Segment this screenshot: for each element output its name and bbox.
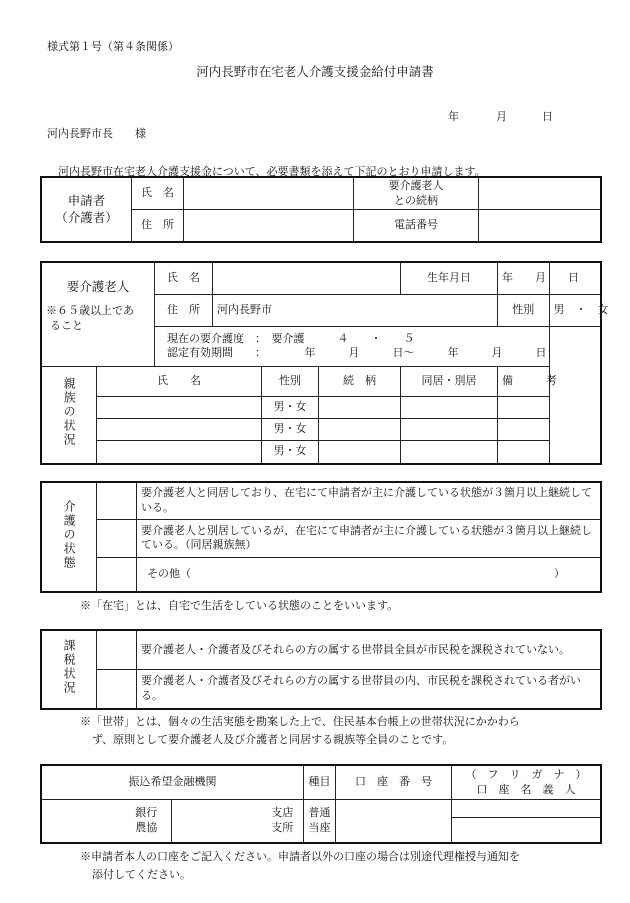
elder-address-field[interactable]: 河内長野市 — [213, 295, 498, 327]
form-title: 河内長野市在宅老人介護支援金給付申請書 — [196, 64, 434, 79]
bank-kind: 銀行 農協 — [122, 800, 172, 843]
family-section-label: 親族の状況 — [42, 366, 97, 463]
care-level-block — [155, 327, 550, 367]
tax-status-note-line1: ※「世帯」とは、個々の生活実態を勘案した上で、住民基本台帳上の世帯状況にかかわら — [80, 715, 520, 728]
tax-status-note-line2: ず、原則として要介護老人及び介護者と同居する親族等全員のことです。 — [92, 733, 454, 746]
family-name-field[interactable] — [97, 418, 262, 440]
bank-account-no-label: 口 座 番 号 — [336, 766, 452, 800]
date-year-label: 年 — [448, 110, 459, 123]
applicant-table — [41, 177, 601, 242]
family-header-relation: 続 柄 — [319, 366, 401, 396]
dob-label: 生年月日 — [401, 263, 498, 295]
tax-status-table — [41, 630, 601, 709]
branch-name-field[interactable] — [172, 800, 262, 843]
elder-address-label: 住 所 — [155, 295, 213, 327]
applicant-address-field[interactable] — [184, 210, 354, 242]
cert-period[interactable]: 認定有効期間 ： 年 月 日～ 年 月 日 — [167, 346, 547, 360]
date-day-label: 日 — [542, 110, 553, 123]
table-row — [42, 396, 601, 418]
applicant-name-field[interactable] — [184, 178, 354, 210]
family-remarks-field[interactable] — [498, 396, 550, 418]
care-status-option-other[interactable]: その他（ ） — [137, 557, 601, 591]
date-month-label: 月 — [496, 110, 507, 123]
family-relation-field[interactable] — [319, 396, 401, 418]
intro-text: 河内長野市在宅老人介護支援金について、必要書類を添えて下記のとおり申請します。 — [58, 165, 486, 178]
relation-label: 要介護老人 との続柄 — [354, 178, 479, 210]
tax-status-checkbox-1[interactable] — [97, 631, 137, 670]
care-status-option-1: 要介護老人と同居しており、在宅にて申請者が主に介護している状態が３箇月以上継続している。 — [137, 483, 601, 520]
account-holder-kana-field[interactable] — [452, 800, 600, 818]
care-status-section-label: 介護の状態 — [42, 483, 97, 592]
bank-institution-label: 振込希望金融機関 — [42, 766, 304, 800]
family-sex-field[interactable]: 男・女 — [262, 418, 319, 440]
account-number-field[interactable] — [336, 800, 452, 843]
family-name-field[interactable] — [97, 440, 262, 463]
account-holder-field[interactable] — [452, 800, 601, 843]
bank-note-line1: ※申請者本人の口座をご記入ください。申請者以外の口座の場合は別途代理権授与通知を — [80, 850, 520, 863]
family-name-field[interactable] — [97, 396, 262, 418]
elder-name-label: 氏 名 — [155, 263, 213, 295]
family-living-field[interactable] — [401, 418, 498, 440]
elder-table — [41, 262, 609, 464]
applicant-label: 申請者 （介護者） — [42, 178, 132, 242]
care-status-option-2: 要介護老人と別居しているが、在宅にて申請者が主に介護している状態が３箇月以上継続している。（同居親族無） — [137, 520, 601, 557]
tax-status-checkbox-2[interactable] — [97, 670, 137, 709]
family-sex-field[interactable]: 男・女 — [262, 396, 319, 418]
family-header-sex: 性別 — [262, 366, 319, 396]
bank-name-field[interactable] — [42, 800, 122, 843]
tax-status-option-2: 要介護老人・介護者及びそれらの方の属する世帯員の内、市民税を課税されている者がいる。 — [137, 670, 601, 709]
relation-field[interactable] — [479, 178, 601, 210]
tax-status-section-label: 課税状況 — [42, 631, 97, 709]
applicant-name-label: 氏 名 — [132, 178, 184, 210]
family-sex-field[interactable]: 男・女 — [262, 440, 319, 463]
elder-name-field[interactable] — [213, 263, 401, 295]
care-status-table — [41, 482, 601, 592]
family-living-field[interactable] — [401, 440, 498, 463]
form-number: 様式第１号（第４条関係） — [47, 40, 179, 53]
table-row — [42, 440, 601, 463]
family-remarks-field[interactable] — [498, 440, 550, 463]
family-living-field[interactable] — [401, 396, 498, 418]
care-status-checkbox-2[interactable] — [97, 520, 137, 557]
family-relation-field[interactable] — [319, 440, 401, 463]
dob-field[interactable]: 年 月 日 — [498, 263, 550, 295]
bank-type-label: 種目 — [304, 766, 336, 800]
bank-table — [41, 765, 601, 843]
family-header-remarks: 備 考 — [498, 366, 550, 396]
care-status-checkbox-1[interactable] — [97, 483, 137, 520]
elder-sex-label: 性別 — [498, 295, 550, 327]
family-header-name: 氏 名 — [97, 366, 262, 396]
tax-status-option-1: 要介護老人・介護者及びそれらの方の属する世帯員全員が市民税を課税されていない。 — [137, 631, 601, 670]
care-level[interactable]: 現在の要介護度 ： 要介護 ４ ・ ５ — [167, 331, 415, 345]
care-status-checkbox-3[interactable] — [97, 557, 137, 591]
applicant-address-label: 住 所 — [132, 210, 184, 242]
account-holder-name-field[interactable] — [452, 818, 600, 842]
elder-label: 要介護老人 ※６５歳以上であ ること — [42, 263, 155, 367]
addressee: 河内長野市長 様 — [47, 127, 146, 140]
account-type-options[interactable]: 普通 当座 — [304, 800, 336, 843]
elder-sex-field[interactable]: 男 ・ 女 — [549, 295, 601, 327]
phone-field[interactable] — [479, 210, 601, 242]
bank-note-line2: 添付してください。 — [92, 868, 191, 881]
care-status-note: ※「在宅」とは、自宅で生活をしている状態のことをいいます。 — [80, 599, 399, 612]
phone-label: 電話番号 — [354, 210, 479, 242]
family-relation-field[interactable] — [319, 418, 401, 440]
family-remarks-field[interactable] — [498, 418, 550, 440]
branch-kind: 支店 支所 — [262, 800, 304, 843]
table-row — [42, 418, 601, 440]
family-header-living: 同居・別居 — [401, 366, 498, 396]
bank-holder-label: （ フ リ ガ ナ ） 口 座 名 義 人 — [452, 766, 601, 800]
